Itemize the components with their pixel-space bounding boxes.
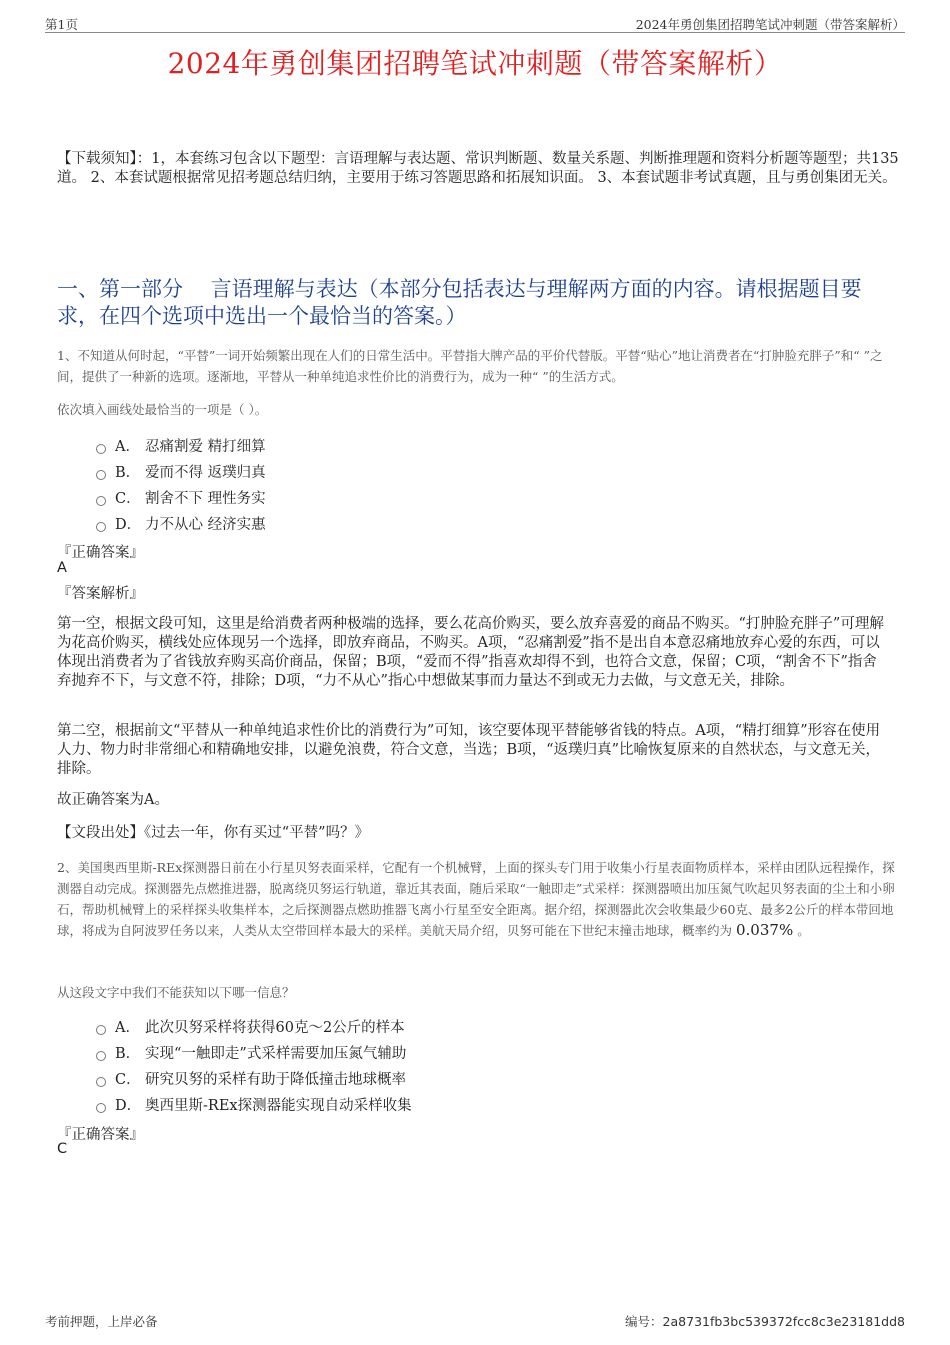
radio-icon[interactable]	[96, 522, 106, 532]
radio-icon[interactable]	[96, 1077, 106, 1087]
probability-value: 0.037%	[736, 921, 794, 939]
analysis-paragraph-1: 第一空，根据文段可知，这里是给消费者两种极端的选择，要么花高价购买，要么放弃喜爱的商品不购买。“打肿脸充胖子”可理解为花高价购买，横线处应体现另一个选择，即放弃商品，不购买。A项，“忍痛割爱”指不是出自本意忍痛地放弃心爱的东西，可以体现出消费者为了省钱放弃购买高价商品，保留；B项，“爱而不得”指喜欢却得不到，也符合文意，保留；C项，“割舍不下”指舍弃抛弃不下，与文意不符，排除；D项，“力不从心”指心中想做某事而力量达不到或无力去做，与文意无关，排除。	[57, 616, 884, 689]
radio-icon[interactable]	[96, 1103, 106, 1113]
option-text: 力不从心 经济实惠	[145, 516, 266, 533]
question-1-options	[96, 432, 266, 536]
correct-answer: A	[57, 560, 67, 576]
radio-icon[interactable]	[96, 496, 106, 506]
option-letter: A．	[115, 1019, 140, 1036]
option-d[interactable]	[96, 510, 266, 536]
question-1-prompt: 依次填入画线处最恰当的一项是（ ）。	[57, 402, 268, 417]
option-letter: A．	[115, 438, 140, 455]
correct-answer-label: 『正确答案』	[57, 1127, 144, 1143]
code-label: 编号：	[625, 1314, 663, 1329]
correct-answer-label: 『正确答案』	[57, 545, 144, 561]
radio-icon[interactable]	[96, 1025, 106, 1035]
correct-answer: C	[57, 1141, 68, 1157]
document-title: 2024年勇创集团招聘笔试冲刺题（带答案解析）	[167, 47, 783, 80]
option-text: 实现“一触即走”式采样需要加压氮气辅助	[145, 1045, 407, 1062]
question-1-stem: 1、不知道从何时起，“平替”一词开始频繁出现在人们的日常生活中。平替指大牌产品的平价代替版。平替“贴心”地让消费者在“打肿脸充胖子”和“ ”之间，提供了一种新的选项。逐渐地，平替从一种单纯追求性价比的消费行为，成为一种“ ”的生活方式。	[57, 348, 883, 384]
page-header	[45, 12, 905, 33]
option-letter: C．	[115, 490, 141, 507]
radio-icon[interactable]	[96, 444, 106, 454]
option-letter: B．	[115, 464, 141, 481]
option-b[interactable]	[96, 1039, 412, 1065]
download-notice: 【下载须知】：1，本套练习包含以下题型：言语理解与表达题、常识判断题、数量关系题、判断推理题和资料分析题等题型；共135道。 2、本套试题根据常见招考题总结归纳，主要用于练习答题思路和拓展知识面。 3、本套试题非考试真题，且与勇创集团无关。	[57, 151, 899, 186]
option-b[interactable]	[96, 458, 266, 484]
option-text: 忍痛割爱 精打细算	[145, 438, 266, 455]
option-a[interactable]	[96, 432, 266, 458]
page-number: 第1页	[45, 17, 78, 32]
option-text: 研究贝努的采样有助于降低撞击地球概率	[145, 1071, 406, 1088]
option-text: 割舍不下 理性务实	[145, 490, 266, 507]
option-letter: B．	[115, 1045, 141, 1062]
option-c[interactable]	[96, 484, 266, 510]
footer-slogan: 考前押题，上岸必备	[45, 1314, 158, 1329]
question-2-options	[96, 1013, 412, 1117]
radio-icon[interactable]	[96, 470, 106, 480]
source-citation: 【文段出处】《过去一年，你有买过“平替”吗？》	[57, 825, 370, 841]
section-heading: 一、第一部分 言语理解与表达（本部分包括表达与理解两方面的内容。请根据题目要求，在四个选项中选出一个最恰当的答案。）	[57, 277, 862, 328]
option-letter: D．	[115, 1097, 142, 1114]
analysis-paragraph-2: 第二空，根据前文“平替从一种单纯追求性价比的消费行为”可知，该空要体现平替能够省钱的特点。A项，“精打细算”形容在使用人力、物力时非常细心和精确地安排，以避免浪费，符合文意，当选；B项，“返璞归真”比喻恢复原来的自然状态，与文意无关，排除。	[57, 723, 881, 777]
option-letter: C．	[115, 1071, 141, 1088]
option-text: 爱而不得 返璞归真	[145, 464, 266, 481]
question-2-end: 。	[797, 923, 810, 938]
question-2-stem	[57, 857, 903, 941]
option-d[interactable]	[96, 1091, 412, 1117]
option-a[interactable]	[96, 1013, 412, 1039]
analysis-conclusion: 故正确答案为A。	[57, 792, 169, 808]
code-value: 2a8731fb3bc539372fcc8c3e23181dd8	[662, 1314, 905, 1329]
option-text: 此次贝努采样将获得60克～2公斤的样本	[145, 1019, 405, 1036]
option-text: 奥西里斯-REx探测器能实现自动采样收集	[145, 1097, 412, 1114]
option-letter: D．	[115, 516, 142, 533]
radio-icon[interactable]	[96, 1051, 106, 1061]
question-2-text: 2、美国奥西里斯-REx探测器日前在小行星贝努表面采样，它配有一个机械臂，上面的探头专门用于收集小行星表面物质样本，采样由团队远程操作，探测器自动完成。探测器先点燃推进器，脱离绕贝努运行轨道，靠近其表面，随后采取“一触即走”式采样：探测器喷出加压氮气吹起贝努表面的尘土和小卵石，帮助机械臂上的采样探头收集样本，之后探测器点燃助推器飞离小行星至安全距离。据介绍，探测器此次会收集最少60克、最多2公斤的样本带回地球，将成为自阿波罗任务以来，人类从太空带回样本最大的采样。美航天局介绍，贝努可能在下世纪末撞击地球，概率约为	[57, 860, 895, 938]
question-2-prompt: 从这段文字中我们不能获知以下哪一信息？	[57, 985, 295, 1000]
option-c[interactable]	[96, 1065, 412, 1091]
footer-code	[625, 1312, 905, 1330]
header-doc-title: 2024年勇创集团招聘笔试冲刺题（带答案解析）	[635, 17, 905, 32]
analysis-label: 『答案解析』	[57, 586, 144, 602]
